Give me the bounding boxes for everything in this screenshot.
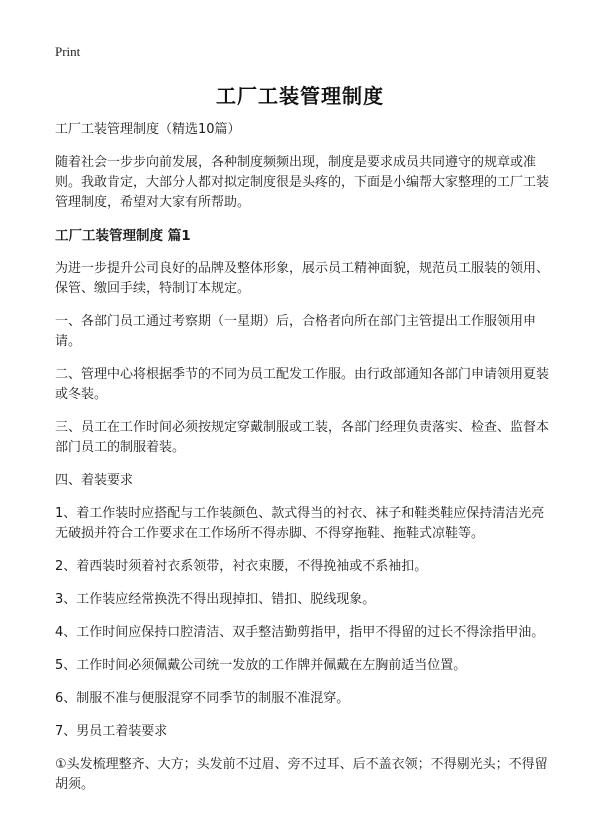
paragraph: 2、着西装时须着衬衣系领带，衬衣束腰，不得挽袖或不系袖扣。 — [55, 559, 428, 574]
document-subtitle: 工厂工装管理制度（精选10篇） — [55, 122, 241, 137]
document-title: 工厂工装管理制度 — [216, 84, 384, 108]
document-body — [55, 120, 550, 808]
paragraph: 一、各部门员工通过考察期（一星期）后，合格者向所在部门主管提出工作服领用申请。 — [55, 314, 537, 349]
paragraph: 7、男员工着装要求 — [55, 724, 168, 739]
paragraph: 5、工作时间必须佩戴公司统一发放的工作牌并佩戴在左胸前适当位置。 — [55, 658, 467, 673]
paragraph: 6、制服不准与便服混穿不同季节的制服不准混穿。 — [55, 691, 350, 706]
paragraph: 四、着装要求 — [55, 473, 134, 488]
print-link[interactable]: Print — [55, 44, 81, 59]
intro-paragraph: 随着社会一步步向前发展，各种制度频频出现，制度是要求成员共同遵守的规章或准则。我敢肯定，大部分人都对拟定制度很是头疼的，下面是小编帮大家整理的工厂工装管理制度，希望对大家有所帮助。 — [55, 155, 550, 210]
paragraph: 1、着工作装时应搭配与工作装颜色、款式得当的衬衣、袜子和鞋类鞋应保持清洁光亮无破损并符合工作要求在工作场所不得赤脚、不得穿拖鞋、拖鞋式凉鞋等。 — [55, 506, 545, 541]
paragraph: 三、员工在工作时间必须按规定穿戴制服或工装，各部门经理负责落实、检查、监督本部门员工的制服着装。 — [55, 420, 550, 455]
paragraph: 为进一步提升公司良好的品牌及整体形象，展示员工精神面貌，规范员工服装的领用、保管、缴回手续，特制订本规定。 — [55, 261, 550, 296]
paragraph: 4、工作时间应保持口腔清洁、双手整洁勤剪指甲，指甲不得留的过长不得涂指甲油。 — [55, 625, 545, 640]
paragraph: ①头发梳理整齐、大方；头发前不过眉、旁不过耳、后不盖衣领；不得剔光头；不得留胡须。 — [55, 757, 548, 792]
paragraph: 3、工作装应经常换洗不得出现掉扣、错扣、脱线现象。 — [55, 592, 376, 607]
paragraph: 二、管理中心将根据季节的不同为员工配发工作服。由行政部通知各部门申请领用夏装或冬装。 — [55, 367, 550, 402]
section-heading: 工厂工装管理制度 篇1 — [55, 228, 191, 244]
